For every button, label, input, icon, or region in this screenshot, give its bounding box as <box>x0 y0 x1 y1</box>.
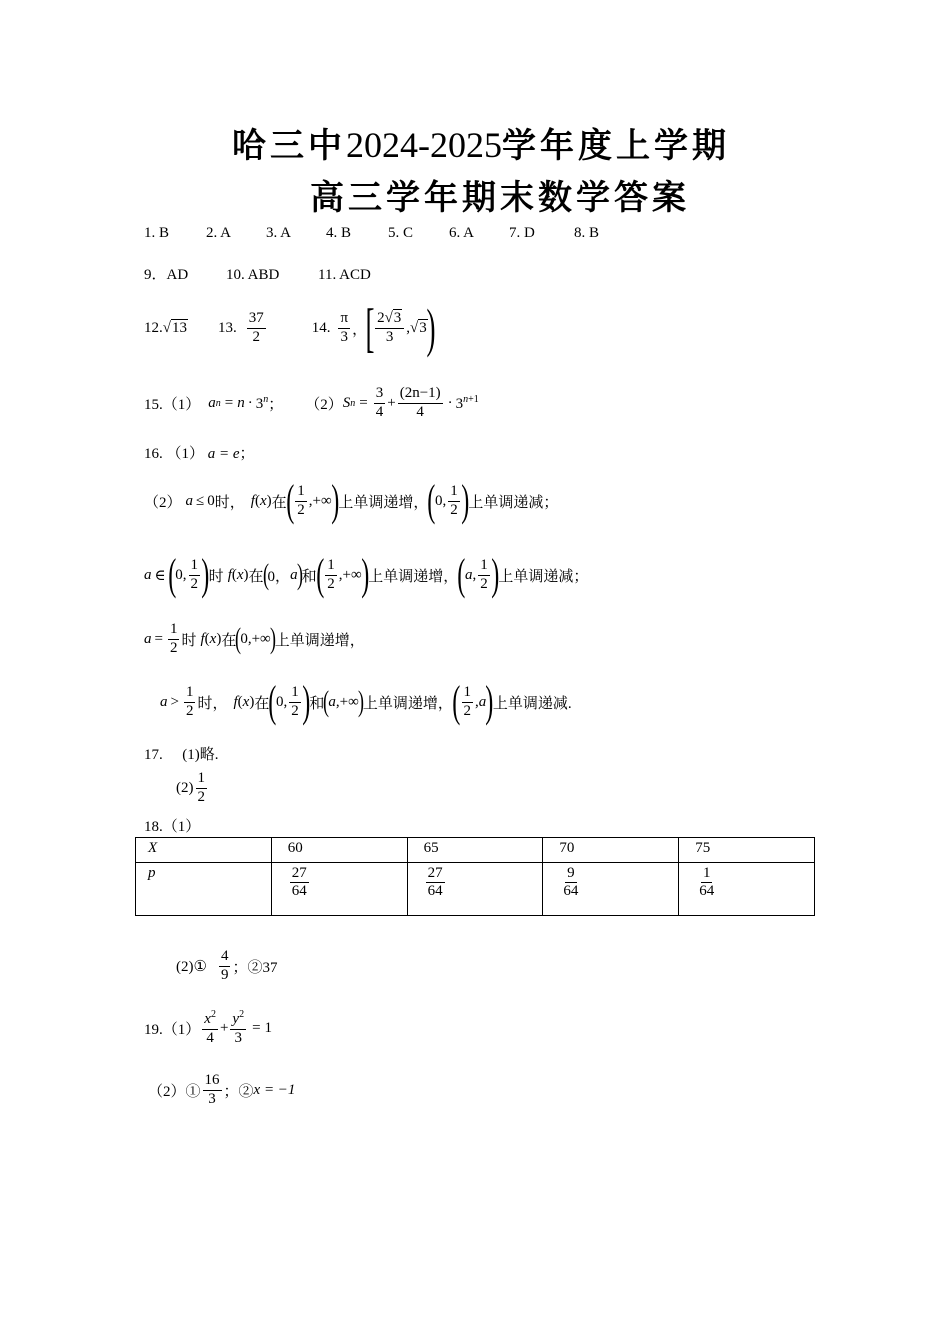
title-years: 2024-2025 <box>346 125 502 165</box>
q15: 15.（1） a n = n · 3$^n$ ； （2） S n = $\frac{3}{4}$ + $\frac{(2n-1)}{4}$ · $3^{n+1}$ <box>144 385 479 420</box>
table-row <box>136 863 815 916</box>
table-cell: $\frac{27}{64}$ <box>271 863 407 916</box>
table-cell: $\frac{1}{64}$ <box>679 863 815 916</box>
table-cell: $\frac{27}{64}$ <box>407 863 543 916</box>
answer-item: 11. ACD <box>318 267 371 283</box>
title-line-2: 高三学年期末数学答案 <box>310 180 690 217</box>
q17-answer-1: (1)略. <box>182 747 219 763</box>
answer-item: 9．AD <box>144 267 189 283</box>
q15-part2: （2） <box>305 396 343 413</box>
q13-fraction: $\frac{37}{2}$ <box>248 310 264 345</box>
q16-answer-1: a = e <box>207 446 240 462</box>
q14-separator: ， <box>352 321 368 338</box>
answer-item: 4. B <box>326 225 352 241</box>
q14-label: 14. <box>311 319 331 336</box>
answer-item: 6. A <box>449 225 475 241</box>
q13-label: 13. <box>217 319 237 336</box>
q17-fraction: $\frac{1}{2}$ <box>197 770 205 805</box>
q12-14: 12. √ 13 13. $\frac{37}{2}$ 14. $\frac{\pi}{3}$ ， [ $\frac{2√3}{3}$ ,√3 ) <box>144 298 436 358</box>
title-term: 学年度上学期 <box>502 128 730 165</box>
q19-part2: （2）① $\frac{16}{3}$ ；② x = −1 <box>148 1072 296 1107</box>
q19-equation: x = −1 <box>253 1081 296 1098</box>
q16-part2-line3: a = $\frac{1}{2}$ 时 f ( x ) 在 ( 0,+∞ ) 上单调递增， <box>144 621 365 656</box>
q16-label: 16. （1） <box>144 446 205 462</box>
q17-label: 17. <box>144 747 163 763</box>
table-row <box>136 838 815 863</box>
table-header-cell: 65 <box>407 838 543 863</box>
multi-answers <box>144 263 371 284</box>
q16-part2-line2: a ∈ ( 0, $\frac{1}{2}$ ) 时 f ( x ) 在 ( 0， a ) 和 ( $\frac{1}{2}$ ,+∞ ) 上单调递增， ( a , $\frac{1}{2}$ ) 上单调递减； <box>144 550 589 599</box>
table-header-cell: 70 <box>543 838 679 863</box>
q18-label: 18.（1） <box>144 819 201 835</box>
distribution-table <box>135 837 815 916</box>
table-header-cell: X <box>136 838 272 863</box>
answer-item: 10. ABD <box>226 267 280 283</box>
table-cell: p <box>136 863 272 916</box>
title-school: 哈三中 <box>232 128 346 165</box>
table-cell: $\frac{9}{64}$ <box>543 863 679 916</box>
answer-item: 8. B <box>574 225 600 241</box>
table-header-cell: 60 <box>271 838 407 863</box>
table-header-cell: 75 <box>679 838 815 863</box>
mc-answers <box>144 225 614 242</box>
title-line-1 <box>232 118 730 167</box>
q16-part1: 16. （1） a = e； <box>144 446 255 462</box>
q19-part1: 19.（1） $\frac{x^2}{4}$ + $\frac{y^2}{3}$ = 1 <box>144 1009 273 1046</box>
q15-label: 15.（1） <box>144 396 201 413</box>
q16-part2-line4: a > $\frac{1}{2}$ 时， f ( x ) 在 ( 0, $\frac{1}{2}$ ) 和 ( a ,+∞ ) 上单调递增， ( $\frac{1}{2}$ , a ) 上单调递减. <box>160 677 572 726</box>
sqrt-sign: √ <box>162 319 171 336</box>
q14-fraction: $\frac{\pi}{3}$ <box>340 310 349 345</box>
right-paren: ) <box>426 298 436 358</box>
q15-frac-2: $\frac{(2n-1)}{4}$ <box>399 385 441 420</box>
q12-label: 12. <box>144 319 163 336</box>
answer-item: 5. C <box>388 225 414 241</box>
answer-item: 2. A <box>206 225 232 241</box>
q17-part2: (2) $\frac{1}{2}$ <box>176 770 205 805</box>
q15-frac-1: $\frac{3}{4}$ <box>375 385 384 420</box>
answer-item: 7. D <box>509 225 535 241</box>
answer-item: 3. A <box>266 225 292 241</box>
q17-part1 <box>144 743 219 764</box>
answer-item: 1. B <box>144 225 170 241</box>
q18-fraction: $\frac{4}{9}$ <box>220 948 229 983</box>
left-bracket: [ <box>365 298 375 358</box>
q18-part2: (2)① $\frac{4}{9}$ ；②37 <box>176 948 278 983</box>
q19-fraction: $\frac{16}{3}$ <box>204 1072 220 1107</box>
q19-label: 19.（1） <box>144 1021 201 1038</box>
q16-part2-label: （2） <box>144 494 182 511</box>
q12-radicand: 13 <box>171 320 187 336</box>
q16-part2-line1: （2） a ≤ 0 时， f ( x ) 在 ( $\frac{1}{2}$ ,+∞ ) 上单调递增， ( 0, $\frac{1}{2}$ ) 上单调递减； <box>144 476 559 525</box>
q14-interval-left: $\frac{2√3}{3}$ <box>375 310 404 346</box>
